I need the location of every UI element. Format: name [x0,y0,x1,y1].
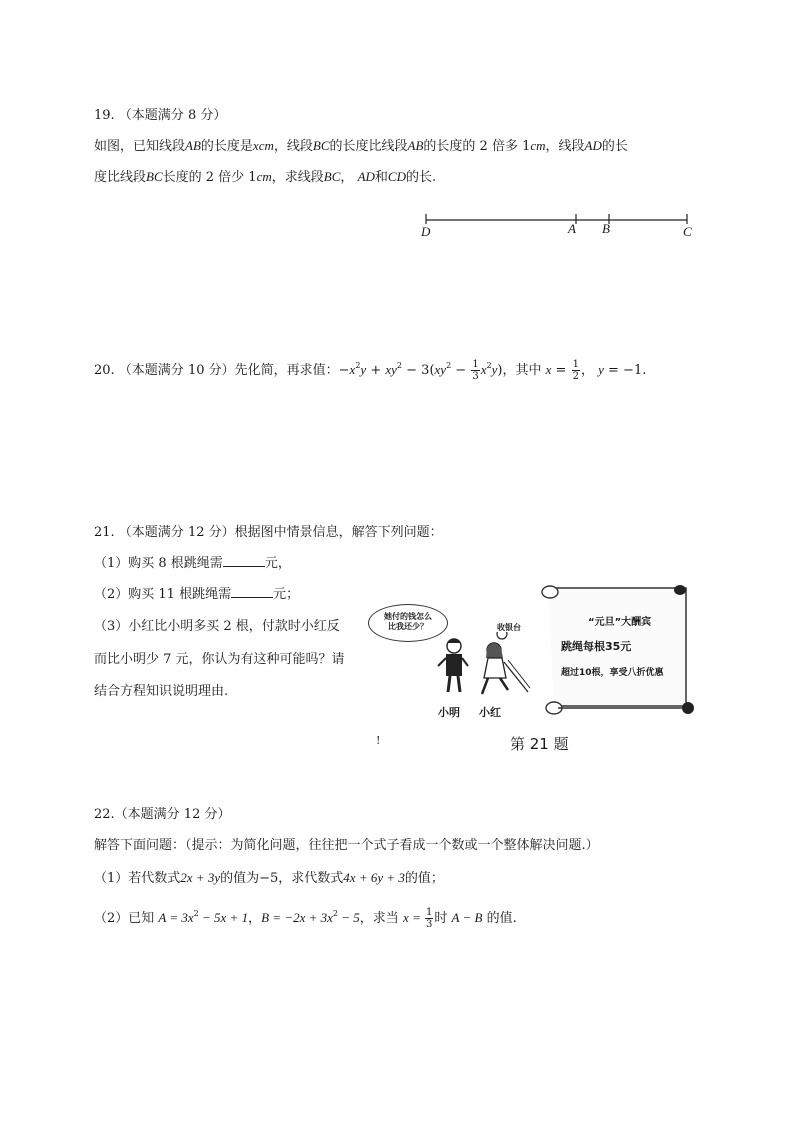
q19-line2: 度比线段BC长度的 2 倍少 1cm，求线段BC， AD和CD的长. [94,169,437,185]
answer-blank-2[interactable] [231,585,273,598]
q20-line: 20. （本题满分 10 分）先化简，再求值：$-x^2y + xy^2 - 3(xy^2$ − $\frac{1}{3}$ $x^2y$)，其中 x = $\frac{1}{2}$ ， y = −1. [94,359,647,382]
cashier-figure [497,632,507,639]
q21-part1: （1）购买 8 根跳绳需 元， [94,556,291,571]
scroll-price: 跳绳每根35元 [561,640,632,653]
point-label-B: B [602,221,610,236]
q21-figure [364,582,694,752]
figure-caption: 第 21 题 [510,735,569,753]
xiaohong-figure [482,643,530,694]
label-xiaohong: 小红 [479,706,501,719]
point-label-C: C [683,224,692,239]
cartoon-people [424,632,534,702]
xiaoming-figure [438,639,468,692]
q21-part3-line3: 结合方程知识说明理由. [94,684,229,699]
segment-diagram [418,210,698,242]
fraction-one-third-q22: $\frac{1}{3}$ [426,907,433,930]
point-label-A: A [568,221,576,236]
answer-blank-1[interactable] [223,554,265,567]
q21-part3-line1: （3）小红比小明多买 2 根，付款时小红反 [94,619,340,634]
cashier-label: 收银台 [497,623,521,632]
fraction-one-third: $\frac{1}{3}$ [472,359,479,382]
scroll-discount: 超过10根，享受八折优惠 [561,668,664,678]
q22-header: 22.（本题满分 12 分） [94,807,231,822]
q21-part3-line2: 而比小明少 7 元，你认为有这种可能吗？请 [94,652,345,667]
q19-line1: 如图，已知线段AB的长度是xcm，线段BC的长度比线段AB的长度的 2 倍多 1cm，线段AD的长 [94,138,628,154]
figure-mark: ! [376,734,381,747]
fraction-one-half: $\frac{1}{2}$ [572,359,579,382]
q22-part2: （2）已知 $A = 3x^2 - 5x + 1$，$B = -2x + 3x^2 - 5$，求当 x = $\frac{1}{3}$ 时 A − B 的值. [94,907,517,930]
point-label-D: D [421,224,431,239]
q19-header: 19. （本题满分 8 分） [94,108,227,123]
q21-header: 21. （本题满分 12 分）根据图中情景信息，解答下列问题： [94,525,443,540]
q21-part2: （2）购买 11 根跳绳需 元； [94,587,300,602]
label-xiaoming: 小明 [438,706,460,719]
q22-part1: （1）若代数式2x + 3y的值为−5，求代数式4x + 6y + 3的值； [94,870,444,886]
speech-bubble: 她付的钱怎么 比我还少？ [368,604,448,642]
q22-hint: 解答下面问题：（提示：为简化问题，往往把一个式子看成一个数或一个整体解决问题.） [94,838,599,853]
scroll-title: “元旦”大酬宾 [588,617,652,628]
